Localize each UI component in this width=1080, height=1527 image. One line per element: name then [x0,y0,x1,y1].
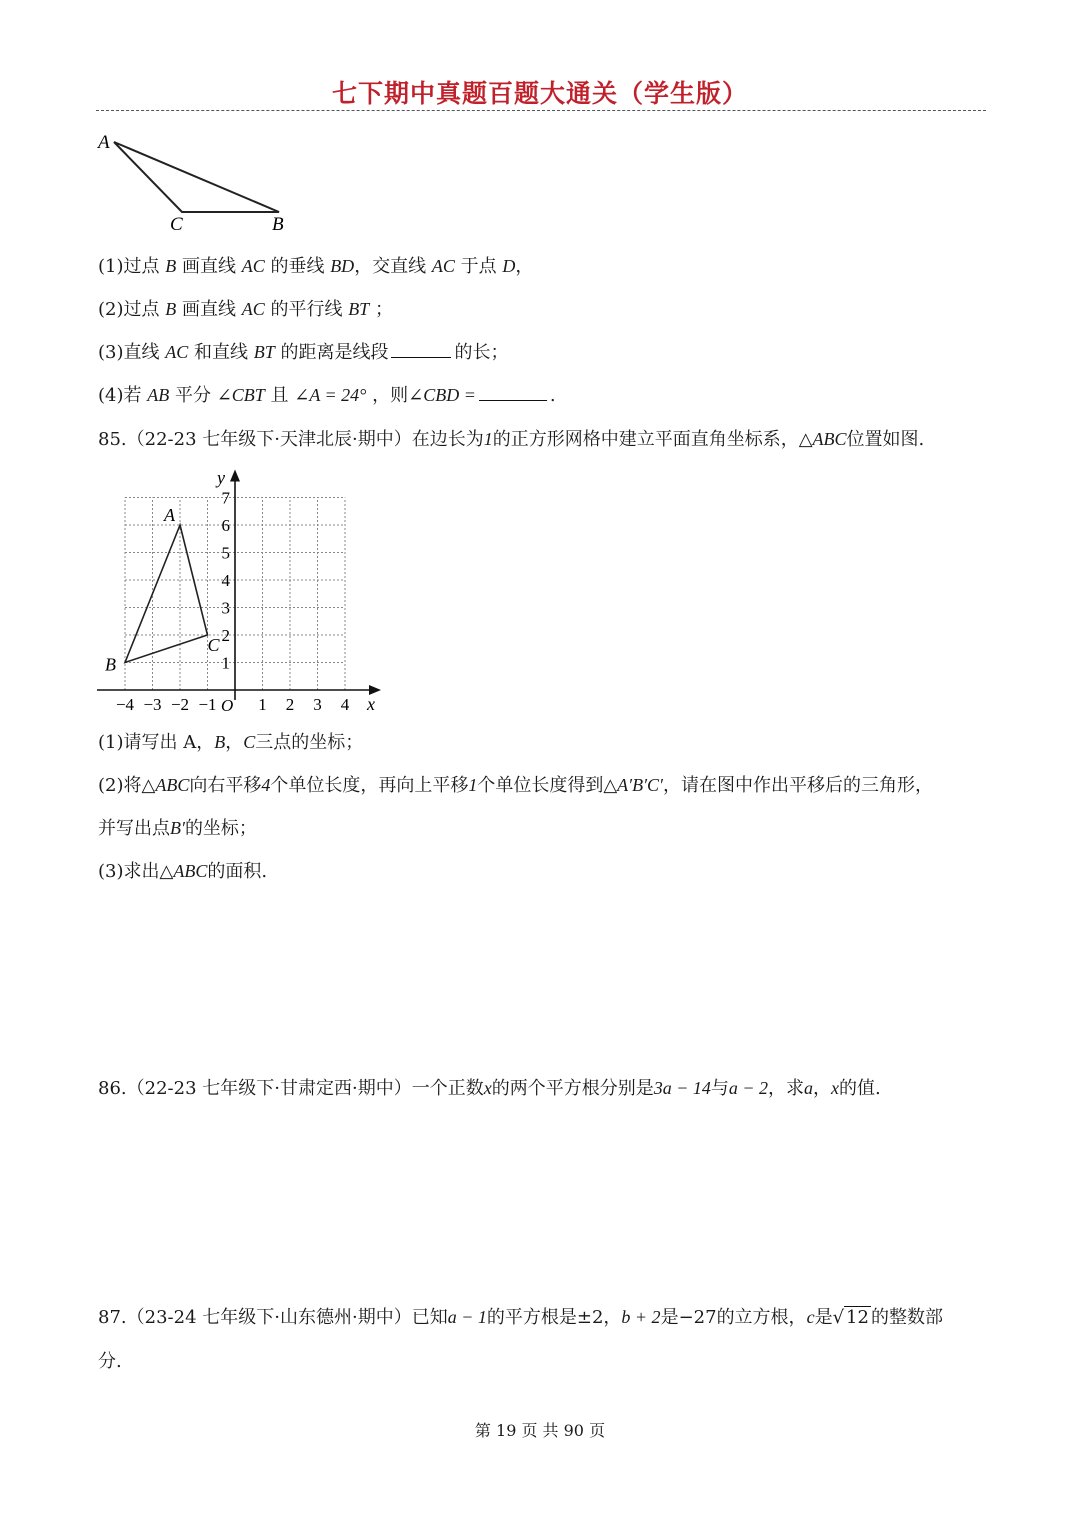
math-var: AC [431,256,455,276]
text: 过点 [123,299,160,320]
text: ，交直线 [354,256,427,277]
q84-part3 [98,339,508,366]
text: 的平方根是 [486,1307,577,1328]
x-tick-label: −2 [170,695,190,714]
math-var: 1 [483,429,493,449]
text: 向右平移 [189,775,262,796]
math-var: AB [147,385,170,405]
text: 在边长为 [411,429,484,450]
q84-part1 [98,253,533,280]
math-var: B [165,299,177,319]
question-number: 85. [98,429,127,450]
part-number: (4) [98,385,124,406]
text: 是 [660,1307,679,1328]
math-expr: b + 2 [621,1307,661,1327]
x-tick-label: 4 [340,695,350,714]
sqrt-expression [833,1306,871,1328]
math-var: △A′B′C′ [603,775,663,795]
y-tick-label: 1 [221,653,230,673]
part-number: (2) [98,775,124,796]
part-number: (1) [98,256,124,277]
question-source: （23-24 七年级下·山东德州·期中） [126,1307,412,1328]
math-expr: 3a − 14 [653,1078,711,1098]
math-value: −27 [678,1307,717,1328]
radicand: 12 [846,1307,869,1328]
math-var: AC [165,342,189,362]
text: 的垂线 [270,256,325,277]
text: ， [603,1307,622,1328]
text: 求出 [123,861,160,882]
q87-stem-cont [98,1349,122,1375]
math-var: x [831,1078,840,1098]
page-header-title: 七下期中真题百题大通关（学生版） [331,79,748,108]
text: 的平行线 [270,299,343,320]
text: 的面积. [207,861,268,882]
math-var: D [502,256,516,276]
math-var: c [806,1307,815,1327]
point-label-a: A [164,505,175,525]
math-var: BD [330,256,355,276]
text: 和直线 [193,342,248,363]
y-tick-label: 2 [221,626,230,645]
text: 三点的坐标； [255,732,364,753]
q85-part2 [98,772,933,799]
text: 一个正数 [411,1078,484,1099]
point-label-c: C [207,635,220,655]
y-tick-label: 5 [221,543,230,563]
text: . [549,385,556,406]
text: 请写出 A， [123,732,215,753]
text: 的长； [454,342,509,363]
text: 的值. [839,1078,881,1099]
text: 若 [123,385,142,406]
text: 过点 [123,256,160,277]
text: ， [515,256,534,277]
x-tick-label: −3 [143,695,162,714]
text: ； [374,299,393,320]
math-var: △ABC [159,861,208,881]
math-var: ∠CBT [216,385,265,405]
math-var: B′ [170,818,185,838]
triangle-abc-outline [114,142,279,212]
header-divider [96,110,986,111]
part-number: (2) [98,299,124,320]
radical-sign: √ [832,1307,845,1328]
math-expr: ∠A = 24° [294,385,367,405]
q84-part4 [98,382,556,409]
page-footer: 第 19 页 共 90 页 [474,1421,606,1440]
math-expr: a − 1 [447,1307,487,1327]
math-var: AC [241,256,265,276]
answer-blank[interactable] [479,400,547,401]
text: 已知 [411,1307,448,1328]
text: ，求 [768,1078,805,1099]
point-label-b: B [272,214,284,235]
text: 与 [710,1078,729,1099]
x-axis-label: x [367,694,375,714]
q85-stem [98,426,924,453]
point-label-c: C [170,214,183,235]
q85-part2-cont [98,815,257,842]
coordinate-graph [90,462,390,717]
origin-label: O [221,696,234,715]
q85-part1 [98,729,363,756]
x-tick-label: −4 [115,695,135,714]
q87-stem [98,1304,943,1331]
text: ， [225,732,244,753]
text: 直线 [123,342,160,363]
text: 位置如图. [846,429,925,450]
answer-blank[interactable] [391,357,451,358]
y-axis-label: y [217,467,225,488]
y-tick-label: 4 [221,571,230,590]
question-number: 87. [98,1307,127,1328]
text: 的正方形网格中建立平面直角坐标系， [492,429,799,450]
q85-part3 [98,858,267,885]
y-tick-label: 7 [221,488,230,508]
text: 于点 [460,256,497,277]
math-var: BT [253,342,275,362]
x-tick-label: 1 [258,695,267,714]
math-var: a [804,1078,814,1098]
math-expr: ∠CBD = [408,385,476,405]
text: 个单位长度得到 [477,775,604,796]
text: 将 [123,775,142,796]
math-var: AC [241,299,265,319]
text: 平分 [174,385,211,406]
math-var: 1 [468,775,478,795]
triangle-abc [125,525,208,663]
math-var: C [243,732,256,752]
question-number: 86. [98,1078,127,1099]
math-var: △ABC [141,775,190,795]
math-var: 4 [261,775,271,795]
math-var: BT [348,299,370,319]
point-label-a: A [98,132,110,153]
question-source: （22-23 七年级下·天津北辰·期中） [126,429,412,450]
text: 并写出点 [98,818,170,839]
text: 的立方根， [716,1307,807,1328]
point-label-b: B [105,654,116,675]
text: 的两个平方根分别是 [491,1078,654,1099]
math-var: △ABC [798,429,847,449]
part-number: (3) [98,342,124,363]
y-tick-label: 3 [221,598,230,618]
math-value: ±2 [576,1307,604,1328]
text: 个单位长度，再向上平移 [270,775,469,796]
text: 画直线 [181,299,236,320]
x-tick-label: 2 [285,695,295,714]
text: 是 [814,1307,833,1328]
text: ，则 [372,385,409,406]
text: ， [813,1078,832,1099]
part-number: (3) [98,861,124,882]
x-tick-label: 3 [313,695,322,714]
q86-stem [98,1075,881,1102]
text: 的整数部 [870,1307,943,1328]
math-var: B [214,732,226,752]
part-number: (1) [98,732,124,753]
text: 画直线 [181,256,236,277]
y-axis-arrow [230,470,240,482]
text: 的坐标； [184,818,257,839]
text: ，请在图中作出平移后的三角形， [663,775,933,796]
text: 且 [270,385,289,406]
text: 分. [98,1351,122,1372]
triangle-figure [94,128,304,238]
y-tick-label: 6 [221,516,230,535]
q84-part2 [98,296,393,323]
x-tick-label: −1 [198,695,217,714]
math-var: x [483,1078,492,1098]
math-var: B [165,256,177,276]
text: 的距离是线段 [280,342,389,363]
math-expr: a − 2 [728,1078,769,1098]
question-source: （22-23 七年级下·甘肃定西·期中） [126,1078,412,1099]
